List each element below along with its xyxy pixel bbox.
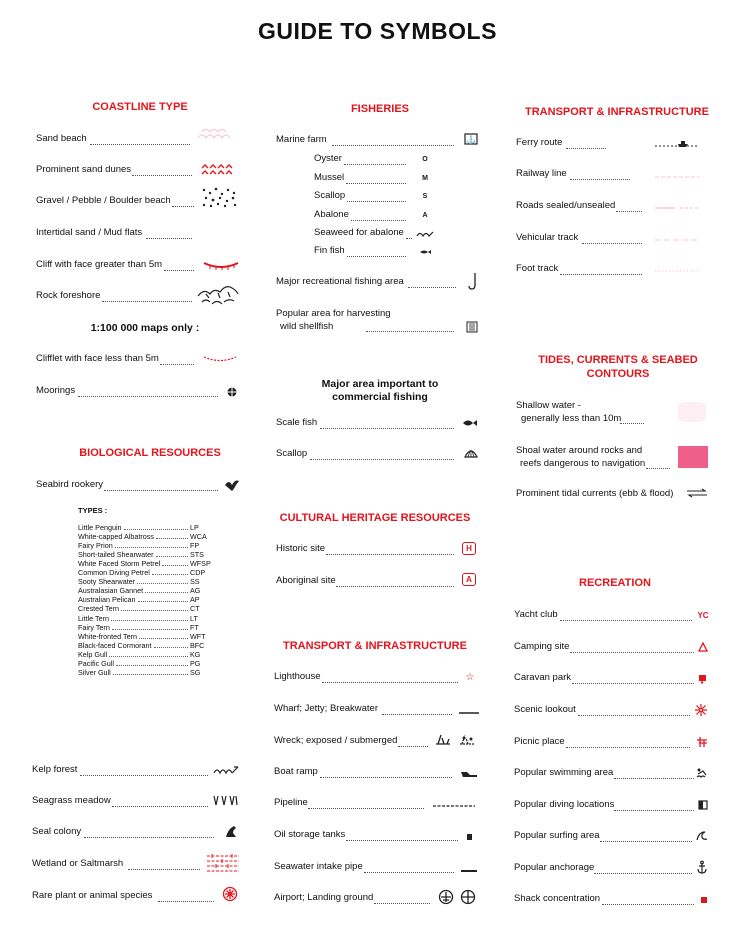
maps-only-note: 1:100 000 maps only : [90,322,200,334]
legend-row-swimming: Popular swimming area [514,767,614,778]
legend-row-sand-dunes: Prominent sand dunes [36,164,132,175]
legend-row-shellfish: Popular area for harvesting wild shellfish [276,308,391,332]
diving-icon [698,800,708,810]
fish-icon [462,418,478,428]
legend-row-camping: Camping site [514,641,570,652]
lookout-icon [694,703,708,717]
legend-row-gravel-beach: Gravel / Pebble / Boulder beach [36,195,171,206]
seabird-type-name: Silver Gull [78,667,111,677]
legend-row-vehicular-track: Vehicular track [516,232,579,243]
seabird-type-code: CT [190,604,200,614]
seabird-type-row [78,550,204,560]
seabird-type-name: Crested Tern [78,604,120,614]
transport-mid-heading: TRANSPORT & INFRASTRUCTURE [283,640,467,652]
seabird-type-code: STS [190,550,204,560]
wetland-icon [206,852,240,872]
legend-row-railway: Railway line [516,168,567,179]
seabird-type-code: KG [190,649,201,659]
seabird-type-code: FP [190,541,200,551]
legend-row-wharf: Wharf; Jetty; Breakwater [274,703,379,714]
seabird-type-row [78,559,211,569]
caravan-icon [698,674,708,684]
anchor-icon [696,860,708,874]
seabird-type-row [78,595,198,604]
marine-farm-code: M [422,175,428,182]
seabird-type-code: LP [190,523,199,532]
legend-row-wreck: Wreck; exposed / submerged [274,735,398,746]
seabird-type-name: Fairy Prion [78,541,113,551]
legend-row-seal-colony: Seal colony [32,826,82,837]
seabird-type-name: Black-faced Cormorant [78,640,152,650]
seabird-type-row [78,568,206,578]
fishhook-icon [468,272,480,290]
wreck-icon [434,732,478,748]
seabird-type-code: SG [190,667,201,677]
commercial-fishing-heading: Major area important to commercial fishing [321,378,439,403]
legend-row-pipeline: Pipeline [274,797,308,808]
legend-row-boat-ramp: Boat ramp [274,766,318,777]
cliff-icon [202,259,240,271]
seabird-type-name: Short-tailed Shearwater [78,550,154,560]
coastline-heading: COASTLINE TYPE [92,101,188,113]
kelp-icon [212,764,240,776]
seabird-type-code: WFT [190,631,206,641]
ferry-icon [654,138,700,150]
legend-row-yacht-club: Yacht club [514,609,558,620]
boat-ramp-icon [460,768,478,778]
transport-right-heading: TRANSPORT & INFRASTRUCTURE [525,106,709,118]
seabird-type-row [78,577,198,586]
marine-farm-type-row [314,245,345,257]
seabird-type-row [78,523,198,532]
marine-farm-code: A [422,212,428,219]
swimming-icon [696,767,708,779]
legend-row-shoal-water: Shoal water around rocks and reefs dangerous to navigation [516,445,646,469]
shoal-water-icon [678,446,708,468]
roads-icon [654,205,700,211]
legend-row-historic-site: Historic site [276,543,326,554]
seabird-type-code: PG [190,658,201,668]
seabird-type-row [78,586,201,596]
scallop-shell-icon [464,447,478,459]
airport-icon [438,889,478,905]
legend-row-recreational-fishing: Major recreational fishing area [276,276,404,287]
legend-row-anchorage: Popular anchorage [514,862,595,873]
seabird-type-row [78,541,198,550]
legend-row-intake-pipe: Seawater intake pipe [274,861,363,872]
legend-row-caravan: Caravan park [514,672,572,683]
legend-row-seabird-rookery: Seabird rookery [36,479,104,490]
legend-row-rare-species: Rare plant or animal species [32,890,153,901]
pipeline-icon [432,803,476,809]
fin-fish-icon [416,247,434,257]
seabird-type-name: White-capped Albatross [78,532,154,542]
seaweed-icon [416,229,434,239]
seabird-type-name: Kelp Gull [78,649,108,659]
seabird-type-code: BFC [190,640,205,650]
marine-farm-type-row [314,172,344,184]
marine-farm-code: O [422,156,428,163]
lighthouse-icon: ☆ [465,672,475,683]
seabird-type-name: Fairy Tern [78,622,110,632]
marine-farm-type-label: Fin fish [314,245,345,256]
marine-farm-type-label: Seaweed for abalone [314,227,404,238]
yacht-club-icon: YC [697,611,709,620]
seabird-type-row [78,649,201,659]
marine-farm-type-row [314,209,349,221]
types-title: TYPES : [78,506,108,515]
historic-site-icon: H [462,542,476,555]
legend-row-roads: Roads sealed/unsealed [516,200,616,211]
clifflet-icon [202,354,238,364]
gravel-beach-icon [200,186,240,208]
seabird-type-name: Common Diving Petrel [78,568,150,578]
shack-icon [700,896,708,904]
marine-farm-type-label: Oyster [314,153,342,164]
legend-row-diving: Popular diving locations [514,799,615,810]
seabird-type-code: CDP [190,568,206,578]
camping-icon [698,642,708,652]
tides-heading: TIDES, CURRENTS & SEABED CONTOURS [538,354,698,380]
svg-text:⚓: ⚓ [466,135,476,145]
seabird-type-row [78,532,207,542]
marine-farm-type-row [314,153,342,165]
railway-icon [654,174,700,180]
legend-row-surfing: Popular surfing area [514,830,600,841]
legend-row-aboriginal-site: Aboriginal site [276,575,336,586]
legend-row-lighthouse: Lighthouse [274,671,321,682]
moorings-icon [226,386,238,398]
wharf-icon [458,709,480,715]
seabird-type-code: WFSP [190,559,211,569]
foot-track-icon [654,268,700,274]
rare-species-icon [222,886,238,902]
seabird-type-name: Pacific Gull [78,658,114,668]
seabird-type-name: White-fronted Tern [78,631,137,641]
marine-farm-type-row [314,227,404,239]
legend-row-moorings: Moorings [36,385,76,396]
oil-tank-icon [466,833,474,841]
seabird-icon [224,478,240,492]
seabird-type-name: Australasian Gannet [78,586,144,596]
legend-row-cliff: Cliff with face greater than 5m [36,259,163,270]
aboriginal-site-icon: A [462,573,476,586]
seabird-type-row [78,604,198,613]
seabird-type-row [78,631,206,641]
seabird-type-row [78,623,198,632]
legend-row-sand-beach: Sand beach [36,133,87,144]
legend-row-picnic: Picnic place [514,736,565,747]
intake-pipe-icon [460,868,478,874]
seabird-type-name: Little Penguin [78,523,122,532]
tidal-current-icon [686,488,708,498]
legend-row-wetland: Wetland or Saltmarsh [32,858,124,869]
seabird-type-name: White Faced Storm Petrel [78,559,161,569]
marine-farm-icon [464,133,478,145]
legend-row-clifflet: Clifflet with face less than 5m [36,353,159,364]
legend-row-scenic-lookout: Scenic lookout [514,704,576,715]
legend-row-rock-foreshore: Rock foreshore [36,290,101,301]
seabird-type-row [78,640,205,650]
legend-row-ferry-route: Ferry route [516,137,563,148]
seagrass-icon [212,794,240,806]
legend-row-shallow-water: Shallow water - generally less than 10m [516,400,622,424]
marine-farm-type-row [314,190,345,202]
cultural-heading: CULTURAL HERITAGE RESOURCES [279,512,471,524]
fisheries-heading: FISHERIES [350,103,410,115]
picnic-icon [696,736,708,748]
legend-row-commercial-scallop: Scallop [276,448,308,459]
biological-heading: BIOLOGICAL RESOURCES [79,447,221,459]
sand-beach-icon [196,124,238,144]
marine-farm-type-label: Scallop [314,190,346,201]
mud-flats-icon [200,228,240,240]
seabird-type-code: AG [190,586,201,596]
seabird-type-name: Little Tern [78,613,110,623]
legend-row-shack: Shack concentration [514,893,601,904]
seabird-type-name: Australian Pelican [78,595,136,605]
legend-row-kelp-forest: Kelp forest [32,764,78,775]
marine-farm-code: S [422,193,428,200]
marine-farm-type-label: Mussel [314,172,345,183]
marine-farm-type-label: Abalone [314,209,349,220]
surfing-icon [696,830,708,842]
seabird-type-code: FT [190,622,199,632]
legend-row-tidal-currents: Prominent tidal currents (ebb & flood) [516,488,674,499]
rock-foreshore-icon [196,284,240,308]
legend-row-seagrass: Seagrass meadow [32,795,111,806]
seabird-type-code: SS [190,577,200,587]
seabird-type-code: WCA [190,532,207,542]
legend-row-oil-tanks: Oil storage tanks [274,829,346,840]
legend-row-marine-farm: Marine farm [276,134,327,145]
legend-row-mud-flats: Intertidal sand / Mud flats [36,227,143,238]
vehicular-track-icon [654,237,700,243]
seabird-type-code: AP [190,595,200,605]
seabird-type-row [78,614,198,623]
sand-dunes-icon [200,163,240,177]
shellfish-area-icon [466,321,478,333]
shallow-water-icon [678,402,706,422]
legend-row-scale-fish: Scale fish [276,417,318,428]
seabird-type-row [78,658,201,668]
recreation-heading: RECREATION [579,577,651,589]
page-title: GUIDE TO SYMBOLS [258,18,497,44]
seabird-type-row [78,667,201,677]
legend-row-foot-track: Foot track [516,263,559,274]
seabird-type-name: Sooty Shearwater [78,577,136,587]
seabird-type-code: LT [190,613,198,623]
seal-icon [224,824,238,838]
legend-row-airport: Airport; Landing ground [274,892,374,903]
